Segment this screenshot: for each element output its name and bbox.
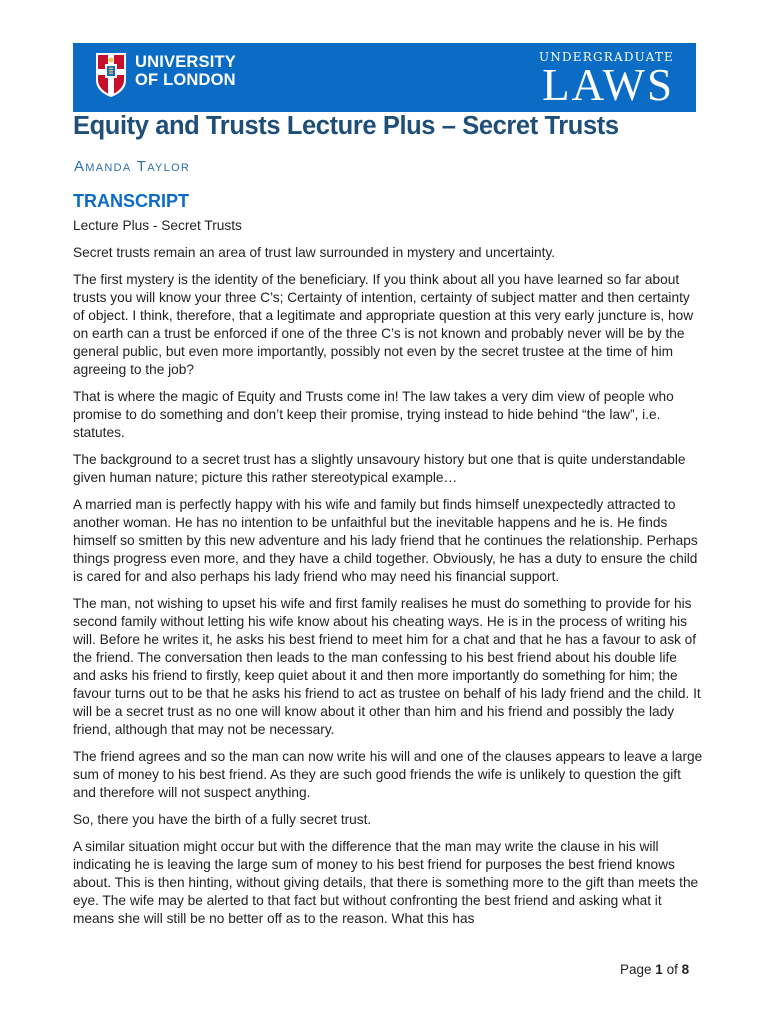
university-name [135,53,236,89]
university-name-line2: OF LONDON [135,71,236,89]
paragraph: A similar situation might occur but with the difference that the man may write the clause in his will indicating he is leaving the large sum of money to his best friend for purposes the best friend knows about. This is then hinting, without giving details, that there is something more to the gift than meets the eye. The wife may be alerted to that fact but without confronting the best friend and asking what it means she will still be no better off as to the reason. What this has [73,839,699,926]
of-word: of [666,962,678,977]
header-banner [73,43,696,112]
paragraph: The background to a secret trust has a slightly unsavoury history but one that is quite understandable given human nature; picture this rather stereotypical example… [73,452,686,485]
program-subtitle: UNDERGRADUATE [538,50,674,64]
paragraph: The friend agrees and so the man can now write his will and one of the clauses appears to leave a large sum of money to his best friend. As they are such good friends the wife is unlikely to question the gift and therefore will not suspect anything. [73,749,703,800]
program-logo [538,50,674,110]
paragraph: A married man is perfectly happy with his wife and family but finds himself unexpectedly attracted to another woman. He has no intention to be unfaithful but the inevitable happens and he is. He finds himself so smitten by this new adventure and his lady friend that he continues the relationship. Perhaps things progress even more, and they have a child together. Obviously, he has a duty to ensure the child is cared for and also perhaps his lady friend who may need his financial support. [73,497,698,584]
transcript-body [73,217,703,937]
program-title: LAWS [542,60,674,110]
paragraph: That is where the magic of Equity and Trusts come in! The law takes a very dim view of people who promise to do something and don’t keep their promise, trying instead to hide behind “the law”, i.e. statutes. [73,389,674,440]
current-page: 1 [655,962,663,977]
document-author: Amanda Taylor [74,158,191,175]
section-heading: TRANSCRIPT [73,191,189,211]
paragraph: Secret trusts remain an area of trust law surrounded in mystery and uncertainty. [73,245,556,260]
paragraph: So, there you have the birth of a fully secret trust. [73,812,372,827]
page-number [620,962,689,977]
page-word: Page [620,962,652,977]
paragraph: The man, not wishing to upset his wife and first family realises he must do something to provide for his second family without letting his wife know about his cheating ways. He is in the process of writing his will. Before he writes it, he asks his best friend to meet him for a chat and that he has a favour to ask of the friend. The conversation then leads to the man confessing to his best friend about his double life and asks his friend to firstly, keep quiet about it and then more importantly do something for him; the favour turns out to be that he asks his friend to act as trustee on behalf of his lady friend and the child. It will be a secret trust as no one will know about it other than him and his friend and possibly the lady friend, although that may not be necessary. [73,596,701,737]
total-pages: 8 [681,962,690,977]
paragraph: Lecture Plus - Secret Trusts [73,218,242,233]
paragraph: The first mystery is the identity of the beneficiary. If you think about all you have learned so far about trusts you will know your three C’s; Certainty of intention, certainty of subject matter and then certainty of object. I think, therefore, that a legitimate and appropriate question at this very early juncture is, how on earth can a trust be enforced if one of the three C’s is not known and probably never will be by the general public, but even more importantly, possibly not even by the secret trustee at the time of him agreeing to the job? [73,272,694,377]
university-crest-icon [95,52,127,98]
university-name-line1: UNIVERSITY [135,53,237,71]
document-title: Equity and Trusts Lecture Plus – Secret Trusts [73,112,619,140]
